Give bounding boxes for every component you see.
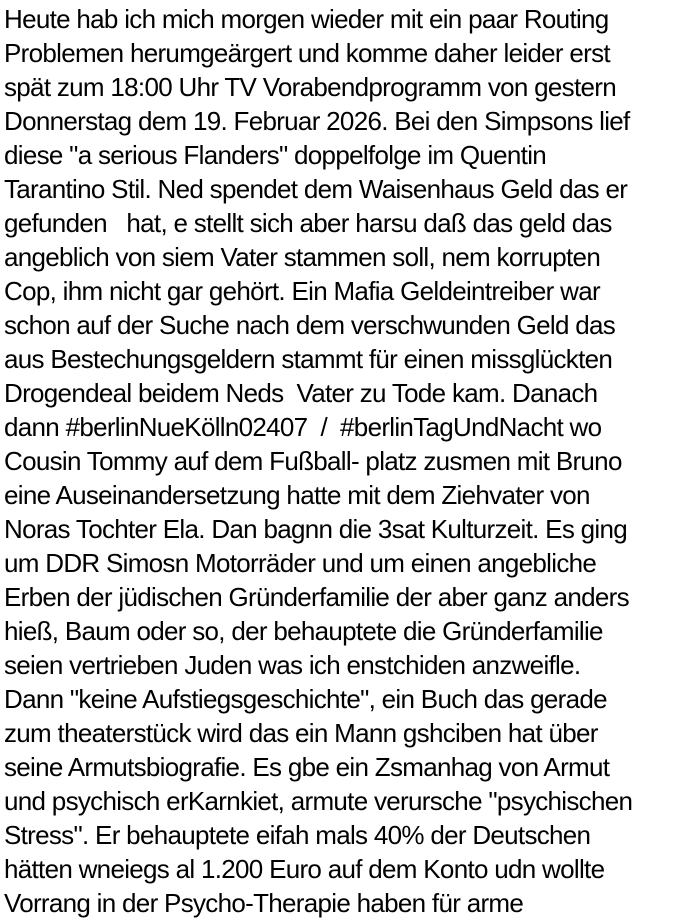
text-line: Erben der jüdischen Gründerfamilie der aber ganz anders [4, 582, 629, 612]
text-line: Tarantino Stil. Ned spendet dem Waisenhaus Geld das er [4, 174, 628, 204]
text-line: dann #berlinNueKölln02407 / #berlinTagUndNacht wo [4, 412, 602, 442]
text-line: hätten wneiegs al 1.200 Euro auf dem Konto udn wollte [4, 854, 605, 884]
text-line: aus Bestechungsgeldern stammt für einen missglückten [4, 344, 613, 374]
text-line: Drogendeal beidem Neds Vater zu Tode kam. Danach [4, 378, 598, 408]
text-line: eine Auseinandersetzung hatte mit dem Ziehvater von [4, 480, 590, 510]
text-line: zum theaterstück wird das ein Mann gshciben hat über [4, 718, 598, 748]
text-line: Cop, ihm nicht gar gehört. Ein Mafia Geldeintreiber war [4, 276, 600, 306]
text-line: diese "a serious Flanders" doppelfolge im Quentin [4, 140, 547, 170]
text-line: angeblich von siem Vater stammen soll, nem korrupten [4, 242, 601, 272]
text-line: gefunden hat, e stellt sich aber harsu daß das geld das [4, 208, 612, 238]
text-line: schon auf der Suche nach dem verschwunden Geld das [4, 310, 616, 340]
text-line: Problemen herumgeärgert und komme daher leider erst [4, 38, 610, 68]
text-line: Donnerstag dem 19. Februar 2026. Bei den Simpsons lief [4, 106, 630, 136]
text-line: Vorrang in der Psycho-Therapie haben für arme [4, 888, 524, 918]
text-line: Stress". Er behauptete eifah mals 40% der Deutschen [4, 820, 591, 850]
text-line: seien vertrieben Juden was ich enstchiden anzweifle. [4, 650, 581, 680]
text-line: seine Armutsbiografie. Es gbe ein Zsmanhag von Armut [4, 752, 610, 782]
text-line: um DDR Simosn Motorräder und um einen angebliche [4, 548, 597, 578]
text-line: spät zum 18:00 Uhr TV Vorabendprogramm von gestern [4, 72, 616, 102]
text-line: Heute hab ich mich morgen wieder mit ein paar Routing [4, 4, 609, 34]
text-line: Dann "keine Aufstiegsgeschichte", ein Buch das gerade [4, 684, 607, 714]
text-line: und psychisch erKarnkiet, armute verursche "psychischen [4, 786, 633, 816]
text-line: Noras Tochter Ela. Dan bagnn die 3sat Kulturzeit. Es ging [4, 514, 627, 544]
text-line: hieß, Baum oder so, der behauptete die Gründerfamilie [4, 616, 603, 646]
text-line: Cousin Tommy auf dem Fußball- platz zusmen mit Bruno [4, 446, 622, 476]
